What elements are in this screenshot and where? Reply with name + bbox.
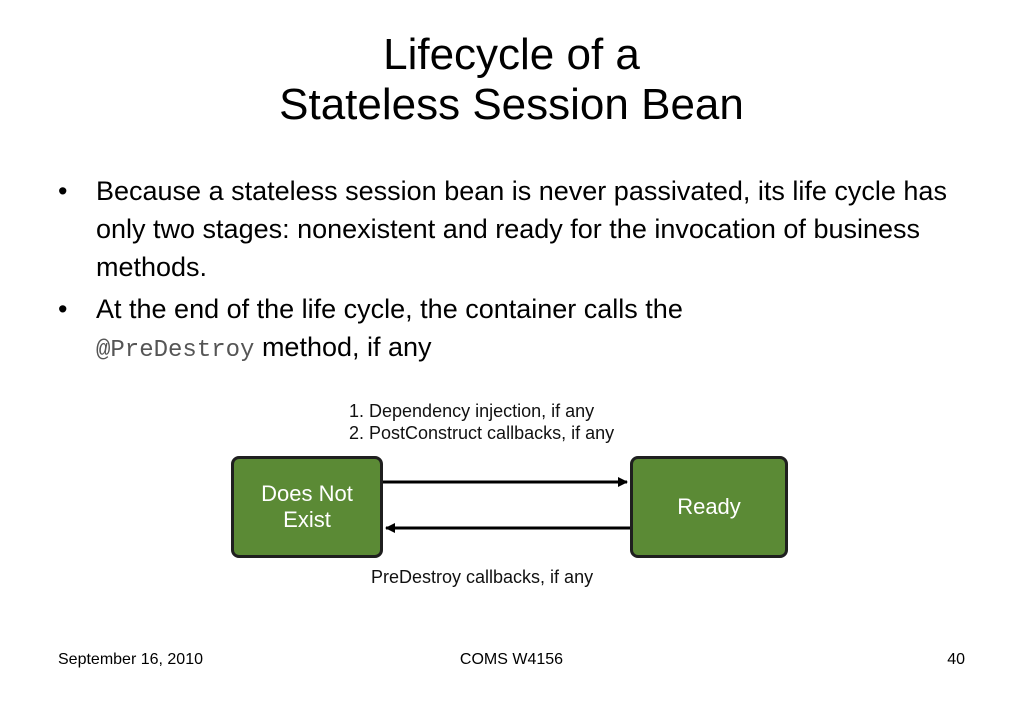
code-annotation: @PreDestroy — [96, 337, 255, 364]
state-does-not-exist — [231, 456, 383, 558]
lifecycle-diagram — [225, 398, 795, 598]
bullet-icon: • — [58, 176, 68, 206]
bullet-item — [58, 290, 968, 370]
footer-date: September 16, 2010 — [58, 651, 203, 668]
title-line-1: Lifecycle of a — [383, 30, 640, 79]
bullet-text: Because a stateless session bean is never passivated, its life cycle has only two stages: nonexistent and ready for the invocation of business methods. — [96, 176, 947, 282]
title-line-2: Stateless Session Bean — [279, 80, 744, 129]
bullet-text: At the end of the life cycle, the container calls the — [96, 294, 683, 324]
bullet-list — [58, 172, 968, 374]
state-ready: Ready — [630, 456, 788, 558]
bullet-item — [58, 172, 968, 286]
state-does-not-exist-line-1: Does Not — [261, 481, 353, 506]
bullet-text-after: method, if any — [254, 332, 432, 362]
label-dependency-injection: 1. Dependency injection, if any — [349, 401, 595, 421]
label-predestroy: PreDestroy callbacks, if any — [371, 567, 594, 587]
footer-course: COMS W4156 — [459, 651, 564, 668]
slide-title — [0, 30, 1023, 130]
state-does-not-exist-line-2: Exist — [283, 507, 331, 532]
label-postconstruct: 2. PostConstruct callbacks, if any — [349, 423, 615, 443]
footer-page-number: 40 — [947, 651, 965, 668]
bullet-icon: • — [58, 294, 68, 324]
